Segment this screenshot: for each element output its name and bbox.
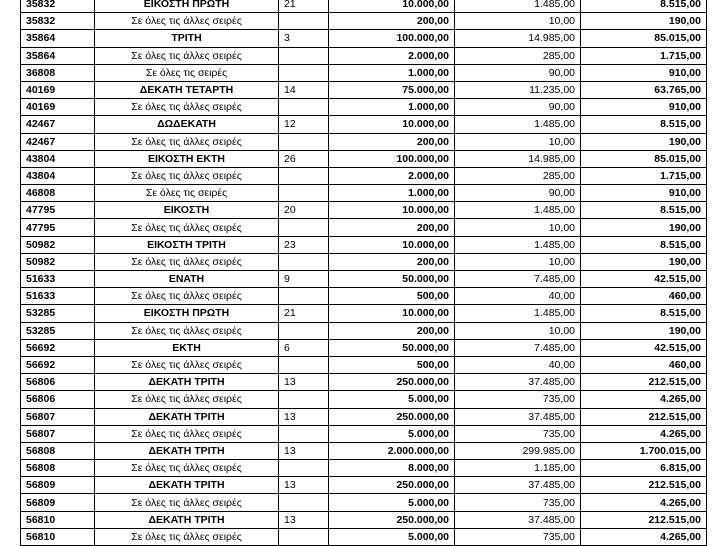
prize-amount-cell: 500,00 <box>329 288 455 305</box>
series-cell: 13 <box>279 511 329 528</box>
prize-amount-cell: 10.000,00 <box>329 236 455 253</box>
prize-amount-cell: 200,00 <box>329 322 455 339</box>
ticket-number-cell: 56806 <box>21 374 95 391</box>
draw-description-cell: Σε όλες τις άλλες σειρές <box>95 99 279 116</box>
tax-amount-cell: 1.485,00 <box>455 116 581 133</box>
series-cell: 6 <box>279 339 329 356</box>
ticket-number-cell: 35832 <box>21 0 95 13</box>
tax-amount-cell: 10,00 <box>455 322 581 339</box>
table-row <box>21 64 707 81</box>
table-row <box>21 271 707 288</box>
net-amount-cell: 4.265,00 <box>581 391 707 408</box>
tax-amount-cell: 7.485,00 <box>455 271 581 288</box>
series-cell <box>279 425 329 442</box>
table-row <box>21 460 707 477</box>
prize-amount-cell: 2.000.000,00 <box>329 442 455 459</box>
table-row <box>21 442 707 459</box>
ticket-number-cell: 53285 <box>21 305 95 322</box>
net-amount-cell: 4.265,00 <box>581 528 707 545</box>
table-row <box>21 202 707 219</box>
tax-amount-cell: 90,00 <box>455 64 581 81</box>
net-amount-cell: 8.515,00 <box>581 0 707 13</box>
draw-description-cell: Σε όλες τις σειρές <box>95 185 279 202</box>
prize-amount-cell: 5.000,00 <box>329 494 455 511</box>
net-amount-cell: 460,00 <box>581 356 707 373</box>
tax-amount-cell: 40,00 <box>455 356 581 373</box>
ticket-number-cell: 56692 <box>21 339 95 356</box>
draw-description-cell: Σε όλες τις άλλες σειρές <box>95 288 279 305</box>
net-amount-cell: 85.015,00 <box>581 30 707 47</box>
tax-amount-cell: 40,00 <box>455 288 581 305</box>
draw-description-cell: ΔΩΔΕΚΑΤΗ <box>95 116 279 133</box>
table-row <box>21 511 707 528</box>
tax-amount-cell: 735,00 <box>455 425 581 442</box>
series-cell: 13 <box>279 374 329 391</box>
series-cell: 23 <box>279 236 329 253</box>
tax-amount-cell: 14.985,00 <box>455 30 581 47</box>
prize-amount-cell: 5.000,00 <box>329 425 455 442</box>
net-amount-cell: 85.015,00 <box>581 150 707 167</box>
series-cell <box>279 185 329 202</box>
table-row <box>21 133 707 150</box>
ticket-number-cell: 56807 <box>21 425 95 442</box>
draw-description-cell: ΔΕΚΑΤΗ ΤΡΙΤΗ <box>95 408 279 425</box>
net-amount-cell: 6.815,00 <box>581 460 707 477</box>
net-amount-cell: 4.265,00 <box>581 494 707 511</box>
ticket-number-cell: 35864 <box>21 30 95 47</box>
table-row <box>21 167 707 184</box>
draw-description-cell: ΕΙΚΟΣΤΗ ΤΡΙΤΗ <box>95 236 279 253</box>
draw-description-cell: ΕΙΚΟΣΤΗ ΠΡΩΤΗ <box>95 0 279 13</box>
series-cell <box>279 460 329 477</box>
series-cell <box>279 494 329 511</box>
tax-amount-cell: 735,00 <box>455 391 581 408</box>
prize-amount-cell: 10.000,00 <box>329 116 455 133</box>
net-amount-cell: 910,00 <box>581 185 707 202</box>
prize-amount-cell: 250.000,00 <box>329 408 455 425</box>
table-row <box>21 494 707 511</box>
table-row <box>21 150 707 167</box>
series-cell <box>279 133 329 150</box>
draw-description-cell: Σε όλες τις άλλες σειρές <box>95 133 279 150</box>
series-cell <box>279 528 329 545</box>
net-amount-cell: 1.715,00 <box>581 167 707 184</box>
tax-amount-cell: 37.485,00 <box>455 408 581 425</box>
table-row <box>21 81 707 98</box>
tax-amount-cell: 37.485,00 <box>455 374 581 391</box>
prize-amount-cell: 5.000,00 <box>329 528 455 545</box>
table-row <box>21 185 707 202</box>
ticket-number-cell: 50982 <box>21 253 95 270</box>
tax-amount-cell: 299.985,00 <box>455 442 581 459</box>
net-amount-cell: 190,00 <box>581 13 707 30</box>
net-amount-cell: 190,00 <box>581 253 707 270</box>
tax-amount-cell: 285,00 <box>455 47 581 64</box>
net-amount-cell: 910,00 <box>581 99 707 116</box>
ticket-number-cell: 42467 <box>21 133 95 150</box>
series-cell <box>279 288 329 305</box>
tax-amount-cell: 1.485,00 <box>455 0 581 13</box>
net-amount-cell: 212.515,00 <box>581 408 707 425</box>
ticket-number-cell: 36808 <box>21 64 95 81</box>
ticket-number-cell: 50982 <box>21 236 95 253</box>
tax-amount-cell: 90,00 <box>455 185 581 202</box>
draw-description-cell: Σε όλες τις άλλες σειρές <box>95 219 279 236</box>
series-cell: 21 <box>279 305 329 322</box>
prize-amount-cell: 10.000,00 <box>329 202 455 219</box>
tax-amount-cell: 7.485,00 <box>455 339 581 356</box>
net-amount-cell: 212.515,00 <box>581 511 707 528</box>
series-cell <box>279 47 329 64</box>
tax-amount-cell: 10,00 <box>455 13 581 30</box>
tax-amount-cell: 1.485,00 <box>455 305 581 322</box>
prize-amount-cell: 250.000,00 <box>329 374 455 391</box>
prize-amount-cell: 10.000,00 <box>329 305 455 322</box>
tax-amount-cell: 1.485,00 <box>455 202 581 219</box>
series-cell <box>279 13 329 30</box>
series-cell: 9 <box>279 271 329 288</box>
net-amount-cell: 63.765,00 <box>581 81 707 98</box>
draw-description-cell: ΕΙΚΟΣΤΗ ΕΚΤΗ <box>95 150 279 167</box>
tax-amount-cell: 14.985,00 <box>455 150 581 167</box>
series-cell: 13 <box>279 408 329 425</box>
table-row <box>21 339 707 356</box>
draw-description-cell: ΕΙΚΟΣΤΗ <box>95 202 279 219</box>
ticket-number-cell: 47795 <box>21 219 95 236</box>
series-cell <box>279 356 329 373</box>
draw-description-cell: Σε όλες τις άλλες σειρές <box>95 460 279 477</box>
prize-amount-cell: 10.000,00 <box>329 0 455 13</box>
table-row <box>21 391 707 408</box>
prize-amount-cell: 100.000,00 <box>329 150 455 167</box>
draw-description-cell: Σε όλες τις άλλες σειρές <box>95 167 279 184</box>
series-cell: 3 <box>279 30 329 47</box>
table-row <box>21 374 707 391</box>
draw-description-cell: Σε όλες τις άλλες σειρές <box>95 253 279 270</box>
series-cell <box>279 167 329 184</box>
ticket-number-cell: 56692 <box>21 356 95 373</box>
prize-amount-cell: 250.000,00 <box>329 477 455 494</box>
prize-amount-cell: 75.000,00 <box>329 81 455 98</box>
series-cell: 20 <box>279 202 329 219</box>
ticket-number-cell: 47795 <box>21 202 95 219</box>
prize-amount-cell: 2.000,00 <box>329 47 455 64</box>
prize-amount-cell: 100.000,00 <box>329 30 455 47</box>
table-row <box>21 322 707 339</box>
tax-amount-cell: 735,00 <box>455 528 581 545</box>
table-row <box>21 116 707 133</box>
net-amount-cell: 8.515,00 <box>581 116 707 133</box>
prize-amount-cell: 50.000,00 <box>329 271 455 288</box>
prize-amount-cell: 1.000,00 <box>329 185 455 202</box>
ticket-number-cell: 56808 <box>21 442 95 459</box>
draw-description-cell: ΔΕΚΑΤΗ ΤΡΙΤΗ <box>95 477 279 494</box>
draw-description-cell: ΔΕΚΑΤΗ ΤΡΙΤΗ <box>95 374 279 391</box>
prize-amount-cell: 8.000,00 <box>329 460 455 477</box>
prize-amount-cell: 500,00 <box>329 356 455 373</box>
results-table-body <box>21 0 707 546</box>
draw-description-cell: Σε όλες τις άλλες σειρές <box>95 391 279 408</box>
ticket-number-cell: 46808 <box>21 185 95 202</box>
prize-amount-cell: 200,00 <box>329 253 455 270</box>
tax-amount-cell: 11.235,00 <box>455 81 581 98</box>
series-cell: 21 <box>279 0 329 13</box>
ticket-number-cell: 56809 <box>21 477 95 494</box>
net-amount-cell: 190,00 <box>581 133 707 150</box>
net-amount-cell: 42.515,00 <box>581 271 707 288</box>
series-cell <box>279 391 329 408</box>
ticket-number-cell: 56810 <box>21 511 95 528</box>
prize-amount-cell: 1.000,00 <box>329 99 455 116</box>
net-amount-cell: 8.515,00 <box>581 305 707 322</box>
results-table <box>20 0 707 546</box>
net-amount-cell: 4.265,00 <box>581 425 707 442</box>
tax-amount-cell: 285,00 <box>455 167 581 184</box>
prize-amount-cell: 250.000,00 <box>329 511 455 528</box>
draw-description-cell: Σε όλες τις άλλες σειρές <box>95 356 279 373</box>
table-row <box>21 30 707 47</box>
prize-amount-cell: 2.000,00 <box>329 167 455 184</box>
table-row <box>21 0 707 13</box>
draw-description-cell: ΔΕΚΑΤΗ ΤΡΙΤΗ <box>95 442 279 459</box>
draw-description-cell: Σε όλες τις άλλες σειρές <box>95 494 279 511</box>
draw-description-cell: Σε όλες τις άλλες σειρές <box>95 528 279 545</box>
series-cell <box>279 253 329 270</box>
draw-description-cell: Σε όλες τις άλλες σειρές <box>95 13 279 30</box>
net-amount-cell: 8.515,00 <box>581 236 707 253</box>
table-row <box>21 47 707 64</box>
prize-amount-cell: 50.000,00 <box>329 339 455 356</box>
net-amount-cell: 212.515,00 <box>581 374 707 391</box>
ticket-number-cell: 43804 <box>21 150 95 167</box>
ticket-number-cell: 53285 <box>21 322 95 339</box>
ticket-number-cell: 51633 <box>21 271 95 288</box>
tax-amount-cell: 10,00 <box>455 219 581 236</box>
ticket-number-cell: 56806 <box>21 391 95 408</box>
prize-amount-cell: 5.000,00 <box>329 391 455 408</box>
table-row <box>21 305 707 322</box>
table-row <box>21 253 707 270</box>
series-cell <box>279 99 329 116</box>
table-row <box>21 528 707 545</box>
series-cell: 13 <box>279 442 329 459</box>
prize-amount-cell: 200,00 <box>329 13 455 30</box>
table-row <box>21 288 707 305</box>
prize-amount-cell: 1.000,00 <box>329 64 455 81</box>
series-cell: 14 <box>279 81 329 98</box>
tax-amount-cell: 10,00 <box>455 133 581 150</box>
prize-amount-cell: 200,00 <box>329 133 455 150</box>
table-row <box>21 425 707 442</box>
net-amount-cell: 190,00 <box>581 219 707 236</box>
tax-amount-cell: 1.485,00 <box>455 236 581 253</box>
draw-description-cell: Σε όλες τις σειρές <box>95 64 279 81</box>
net-amount-cell: 1.700.015,00 <box>581 442 707 459</box>
net-amount-cell: 8.515,00 <box>581 202 707 219</box>
draw-description-cell: ΕΝΑΤΗ <box>95 271 279 288</box>
series-cell: 13 <box>279 477 329 494</box>
ticket-number-cell: 40169 <box>21 81 95 98</box>
net-amount-cell: 460,00 <box>581 288 707 305</box>
net-amount-cell: 1.715,00 <box>581 47 707 64</box>
draw-description-cell: Σε όλες τις άλλες σειρές <box>95 322 279 339</box>
ticket-number-cell: 42467 <box>21 116 95 133</box>
table-row <box>21 219 707 236</box>
ticket-number-cell: 56809 <box>21 494 95 511</box>
ticket-number-cell: 56808 <box>21 460 95 477</box>
table-row <box>21 477 707 494</box>
series-cell: 26 <box>279 150 329 167</box>
series-cell <box>279 64 329 81</box>
draw-description-cell: ΤΡΙΤΗ <box>95 30 279 47</box>
draw-description-cell: ΕΙΚΟΣΤΗ ΠΡΩΤΗ <box>95 305 279 322</box>
draw-description-cell: ΔΕΚΑΤΗ ΤΡΙΤΗ <box>95 511 279 528</box>
tax-amount-cell: 1.185,00 <box>455 460 581 477</box>
draw-description-cell: Σε όλες τις άλλες σειρές <box>95 425 279 442</box>
series-cell <box>279 219 329 236</box>
net-amount-cell: 212.515,00 <box>581 477 707 494</box>
ticket-number-cell: 35864 <box>21 47 95 64</box>
series-cell <box>279 322 329 339</box>
series-cell: 12 <box>279 116 329 133</box>
ticket-number-cell: 43804 <box>21 167 95 184</box>
tax-amount-cell: 90,00 <box>455 99 581 116</box>
ticket-number-cell: 56807 <box>21 408 95 425</box>
tax-amount-cell: 37.485,00 <box>455 511 581 528</box>
tax-amount-cell: 10,00 <box>455 253 581 270</box>
ticket-number-cell: 40169 <box>21 99 95 116</box>
table-row <box>21 408 707 425</box>
ticket-number-cell: 56810 <box>21 528 95 545</box>
net-amount-cell: 190,00 <box>581 322 707 339</box>
tax-amount-cell: 37.485,00 <box>455 477 581 494</box>
prize-amount-cell: 200,00 <box>329 219 455 236</box>
net-amount-cell: 42.515,00 <box>581 339 707 356</box>
ticket-number-cell: 51633 <box>21 288 95 305</box>
table-row <box>21 99 707 116</box>
table-row <box>21 13 707 30</box>
ticket-number-cell: 35832 <box>21 13 95 30</box>
draw-description-cell: ΔΕΚΑΤΗ ΤΕΤΑΡΤΗ <box>95 81 279 98</box>
net-amount-cell: 910,00 <box>581 64 707 81</box>
table-row <box>21 356 707 373</box>
table-row <box>21 236 707 253</box>
draw-description-cell: ΕΚΤΗ <box>95 339 279 356</box>
draw-description-cell: Σε όλες τις άλλες σειρές <box>95 47 279 64</box>
tax-amount-cell: 735,00 <box>455 494 581 511</box>
